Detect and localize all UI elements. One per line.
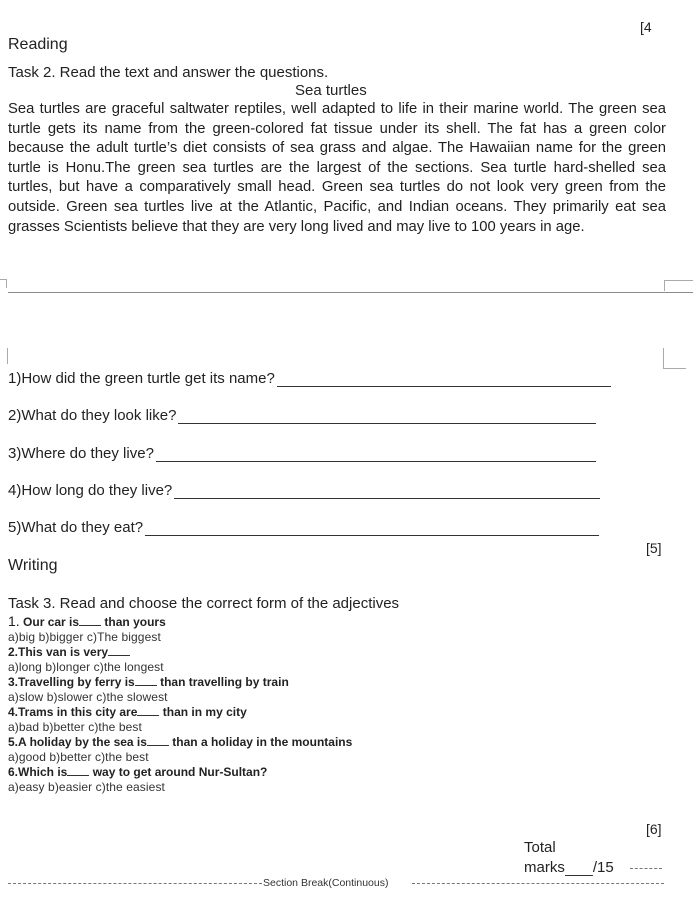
reading-text-title: Sea turtles (295, 82, 367, 99)
answer-blank[interactable] (174, 484, 600, 499)
total-marks-blank[interactable] (565, 861, 593, 876)
section-break-line-right (412, 883, 664, 884)
task3-item-6 (8, 765, 508, 780)
item-text-end: than in my city (162, 705, 247, 719)
task3-item-4 (8, 705, 508, 720)
task3-item-1 (8, 614, 508, 630)
item-text-end: way to get around Nur-Sultan? (92, 765, 268, 779)
total-label: Total (524, 839, 556, 856)
answer-blank[interactable] (135, 675, 157, 686)
item-text-start: 2.This van is very (8, 645, 109, 659)
task3-options-5: a)good b)better c)the best (8, 750, 149, 764)
page-divider (8, 292, 693, 293)
task3-options-6: a)easy b)easier c)the easiest (8, 780, 165, 794)
question-1 (8, 370, 611, 387)
answer-blank[interactable] (67, 765, 89, 776)
section-break-line-left (8, 883, 262, 884)
answer-blank[interactable] (137, 705, 159, 716)
question-text: 5)What do they eat? (8, 519, 144, 536)
page-corner-mark (664, 280, 693, 291)
question-4 (8, 482, 600, 499)
question-text: 2)What do they look like? (8, 407, 177, 424)
question-text: 4)How long do they live? (8, 482, 173, 499)
section-heading-writing: Writing (8, 557, 58, 574)
question-5 (8, 519, 599, 536)
score-bracket-mid: [5] (646, 540, 662, 556)
item-text-start: Our car is (23, 615, 80, 629)
item-text-start: 6.Which is (8, 765, 68, 779)
task3-item-3 (8, 675, 508, 690)
task3-item-2 (8, 645, 508, 660)
item-text-end: than travelling by train (160, 675, 289, 689)
answer-blank[interactable] (147, 735, 169, 746)
answer-blank[interactable] (145, 521, 599, 536)
item-text-start: 5.A holiday by the sea is (8, 735, 147, 749)
page-corner-mark (0, 348, 8, 364)
item-text-end: than yours (104, 615, 166, 629)
answer-blank[interactable] (79, 615, 101, 626)
dotted-leader (630, 868, 662, 869)
page-corner-mark (0, 279, 7, 288)
total-marks-value: /15 (592, 859, 614, 876)
item-text-start: 3.Travelling by ferry is (8, 675, 135, 689)
total-marks-row (524, 859, 614, 876)
answer-blank[interactable] (108, 645, 130, 656)
question-text: 1)How did the green turtle get its name? (8, 370, 275, 387)
score-bracket-bottom: [6] (646, 821, 662, 837)
task3-options-3: a)slow b)slower c)the slowest (8, 690, 168, 704)
answer-blank[interactable] (277, 372, 611, 387)
item-text-end: than a holiday in the mountains (172, 735, 353, 749)
question-3 (8, 445, 596, 462)
task3-list (8, 614, 508, 795)
item-text-start: 4.Trams in this city are (8, 705, 138, 719)
score-bracket-top: [4 (640, 19, 652, 35)
task3-options-1: a)big b)bigger c)The biggest (8, 630, 161, 644)
total-marks-label: marks (524, 859, 565, 876)
task3-title: Task 3. Read and choose the correct form of the adjectives (8, 595, 400, 612)
answer-blank[interactable] (178, 409, 596, 424)
page-corner-mark (663, 348, 686, 369)
task3-options-4: a)bad b)better c)the best (8, 720, 142, 734)
task2-title: Task 2. Read the text and answer the questions. (8, 64, 329, 81)
task3-options-2: a)long b)longer c)the longest (8, 660, 164, 674)
reading-paragraph: Sea turtles are graceful saltwater reptiles, well adapted to life in their marine world. The green sea turtle gets its name from the green-colored fat tissue under its shell. The fat has a green color because the adult turtle’s diet consists of sea grass and algae. The Hawaiian name for the green turtle is Honu.The green sea turtles are the largest of the sections. Sea turtle hard-shelled sea turtles, but have a comparatively small head. Green sea turtles do not look very green from the outside. Green sea turtles live at the Atlantic, Pacific, and Indian oceans. They primarily eat sea grasses Scientists believe that they are very long lived and may live to 100 years in age. (8, 101, 666, 235)
item-number: 1. (8, 613, 20, 629)
answer-blank[interactable] (156, 447, 596, 462)
question-text: 3)Where do they live? (8, 445, 154, 462)
task3-item-5 (8, 735, 508, 750)
question-2 (8, 407, 596, 424)
section-heading-reading: Reading (8, 36, 68, 53)
section-break-label: Section Break(Continuous) (263, 877, 389, 889)
